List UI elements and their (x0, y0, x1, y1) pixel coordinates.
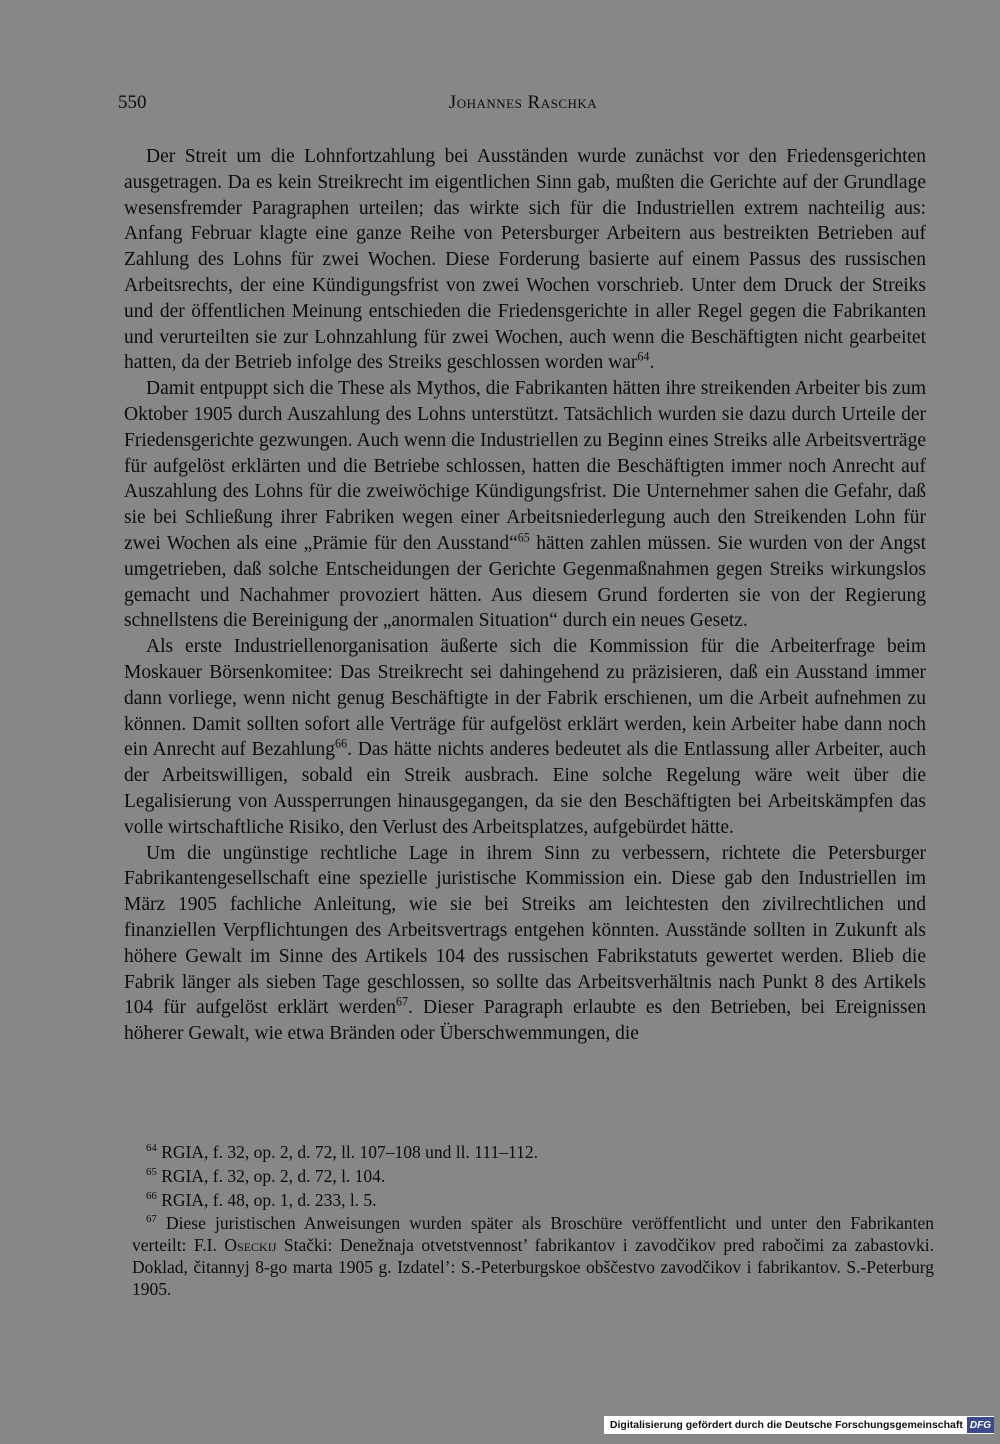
footnote-ref: 67 (395, 994, 409, 1009)
footnote: $^{64}$ RGIA, f. 32, op. 2, d. 72, ll. 107–108 und ll. 111–112. (146, 1142, 538, 1162)
footnotes (132, 1142, 934, 1303)
body-text (124, 144, 926, 1047)
dfg-credit-bar (604, 1416, 994, 1434)
page-header (118, 92, 928, 122)
footnote: $^{67}$ Diese juristischen Anweisungen wurden später als Broschüre veröffentlicht und unter den Fabrikanten verteilt: F.I. Oseckij Stački: Denežnaja otvetstvennost’ fabrikantov i zavodčikov pred rabočimi za zabastovki. Doklad, čitannyj 8-go marta 1905 g. Izdatel’: S.-Peterburgskoe obščestvo zavodčikov i fabrikantov. S.-Peterburg 1905. (132, 1213, 935, 1299)
paragraph: Um die ungünstige rechtliche Lage in ihrem Sinn zu verbessern, richtete die Petersburger Fabrikantengesellschaft eine spezielle juristische Kommission ein. Diese gab den Industriellen im März 1905 fachliche Anleitung, wie sie bei Streiks am leichtesten den zivilrechtlichen und finanziellen Verpflichtungen des Arbeitsvertrags entgehen könnten. Ausstände sollten in Zukunft als höhere Gewalt im Sinne des Artikels 104 des russischen Fabrikstatuts gewertet werden. Blieb die Fabrik länger als sieben Tage geschlossen, so sollte das Arbeitsverhältnis nach Punkt 8 des Artikels 104 für aufgelöst erklärt werden$^{67}$. Dieser Paragraph erlaubte es den Betrieben, bei Ereignissen höherer Gewalt, wie etwa Bränden oder Überschwemmungen, die (124, 842, 926, 1045)
dfg-logo-icon: DFG (967, 1417, 994, 1433)
paragraph: Damit entpuppt sich die These als Mythos, die Fabrikanten hätten ihre streikenden Arbeiter bis zum Oktober 1905 durch Auszahlung des Lohns unterstützt. Tatsächlich wurden sie dazu durch Urteile der Friedensgerichte gezwungen. Auch wenn die Industriellen zu Beginn eines Streiks alle Arbeitsverträge für aufgelöst erklärten und die Betriebe schlossen, hatten die Beschäftigten immer noch Anrecht auf Auszahlung des Lohns für die zweiwöchige Kündigungsfrist. Die Unternehmer sahen die Gefahr, daß sie bei Schließung ihrer Fabriken wegen einer Arbeitsniederlegung auch den Streikenden Lohn für zwei Wochen als eine „Prämie für den Ausstand“$^{65}$ hätten zahlen müssen. Sie wurden von der Angst umgetrieben, daß solche Entscheidungen der Gerichte Gegenmaßnahmen gegen Streiks wirkungslos gemacht und Nachahmer provoziert hätten. Aus diesem Grund forderten sie von der Regierung schnellstens die Bereinigung der „anormalen Situation“ durch ein neues Gesetz. (124, 378, 926, 632)
footnote-number: 67 (146, 1213, 157, 1226)
running-head: Johannes Raschka (448, 92, 598, 113)
footnote-number: 65 (146, 1165, 157, 1178)
page-number: 550 (118, 92, 147, 113)
paragraph: Der Streit um die Lohnfortzahlung bei Ausständen wurde zunächst vor den Friedensgerichten ausgetragen. Da es kein Streikrecht im eigentlichen Sinn gab, mußten die Gerichte auf der Grundlage wesensfremder Paragraphen urteilen; das wirkte sich für die Industriellen extrem nachteilig aus: Anfang Februar klagte eine ganze Reihe von Petersburger Arbeitern aus bestreikten Betrieben auf Zahlung des Lohns für zwei Wochen. Diese Forderung basierte auf einem Passus des russischen Arbeitsrechts, der eine Kündigungsfrist von zwei Wochen vorschrieb. Unter dem Druck der Streiks und der öffentlichen Meinung entschieden die Friedensgerichte in aller Regel gegen die Fabrikanten und verurteilten sie zur Lohnzahlung für zwei Wochen, auch wenn die Beschäftigten nicht gearbeitet hatten, da der Betrieb infolge des Streiks geschlossen worden war$^{64}$. (124, 146, 926, 374)
footnote-ref: 65 (517, 530, 530, 545)
footnote-number: 66 (146, 1189, 157, 1202)
footnote: $^{66}$ RGIA, f. 48, op. 1, d. 233, l. 5. (146, 1189, 377, 1210)
paragraph: Als erste Industriellenorganisation äußerte sich die Kommission für die Arbeiterfrage beim Moskauer Börsenkomitee: Das Streikrecht sei dahingehend zu präzisieren, daß ein Ausstand immer dann vorliege, wenn nicht genug Beschäftigte in der Fabrik erschienen, um die Arbeit aufnehmen zu können. Damit sollten sofort alle Verträge für aufgelöst erklärt werden, kein Arbeiter habe dann noch ein Anrecht auf Bezahlung$^{66}$. Das hätte nichts anderes bedeutet als die Entlassung aller Arbeiter, auch der Arbeitswilligen, sobald ein Streik ausbrach. Eine solche Regelung wäre weit über die Legalisierung von Aussperrungen hinausgegangen, da sie den Beschäftigten bei Arbeitskämpfen das volle wirtschaftliche Risiko, den Verlust des Arbeitsplatzes, aufgebürdet hätte. (124, 636, 926, 838)
author-name: Oseckij (224, 1235, 277, 1256)
footnote: $^{65}$ RGIA, f. 32, op. 2, d. 72, l. 104. (146, 1165, 386, 1186)
footnote-ref: 66 (335, 736, 348, 751)
footnote-number: 64 (146, 1142, 157, 1155)
credit-text: Digitalisierung gefördert durch die Deutsche Forschungsgemeinschaft (609, 1419, 963, 1431)
footnote-ref: 64 (637, 349, 650, 364)
